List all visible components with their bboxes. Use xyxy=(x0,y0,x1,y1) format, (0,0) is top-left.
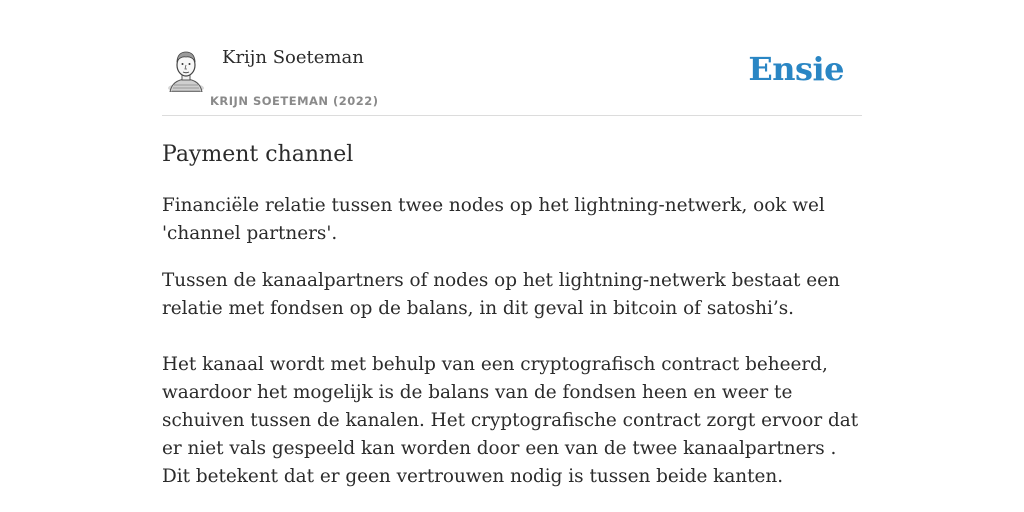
author-name-link[interactable]: Krijn Soeteman xyxy=(222,47,364,68)
site-logo[interactable]: Ensie xyxy=(748,50,844,88)
author-portrait-icon xyxy=(164,46,208,92)
entry-card xyxy=(162,0,862,512)
author-avatar[interactable] xyxy=(164,46,208,92)
author-byline: KRIJN SOETEMAN (2022) xyxy=(210,94,379,108)
entry-header xyxy=(162,0,862,116)
entry-paragraph: Het kanaal wordt met behulp van een cryptografisch contract beheerd, waardoor het mogelijk is de balans van de fondsen heen en weer te schuiven tussen de kanalen. Het cryptografische contract zorgt ervoor dat er niet vals gespeeld kan worden door een van de twee kanaalpartners . Dit betekent dat er geen vertrouwen nodig is tussen beide kanten. xyxy=(162,354,859,487)
entry-paragraph: Tussen de kanaalpartners of nodes op het lightning-netwerk bestaat een relatie met fondsen op de balans, in dit geval in bitcoin of satoshi’s. xyxy=(162,270,840,319)
entry-paragraph: Financiële relatie tussen twee nodes op het lightning-netwerk, ook wel 'channel partners'. xyxy=(162,195,825,244)
entry-title: Payment channel xyxy=(162,142,354,167)
